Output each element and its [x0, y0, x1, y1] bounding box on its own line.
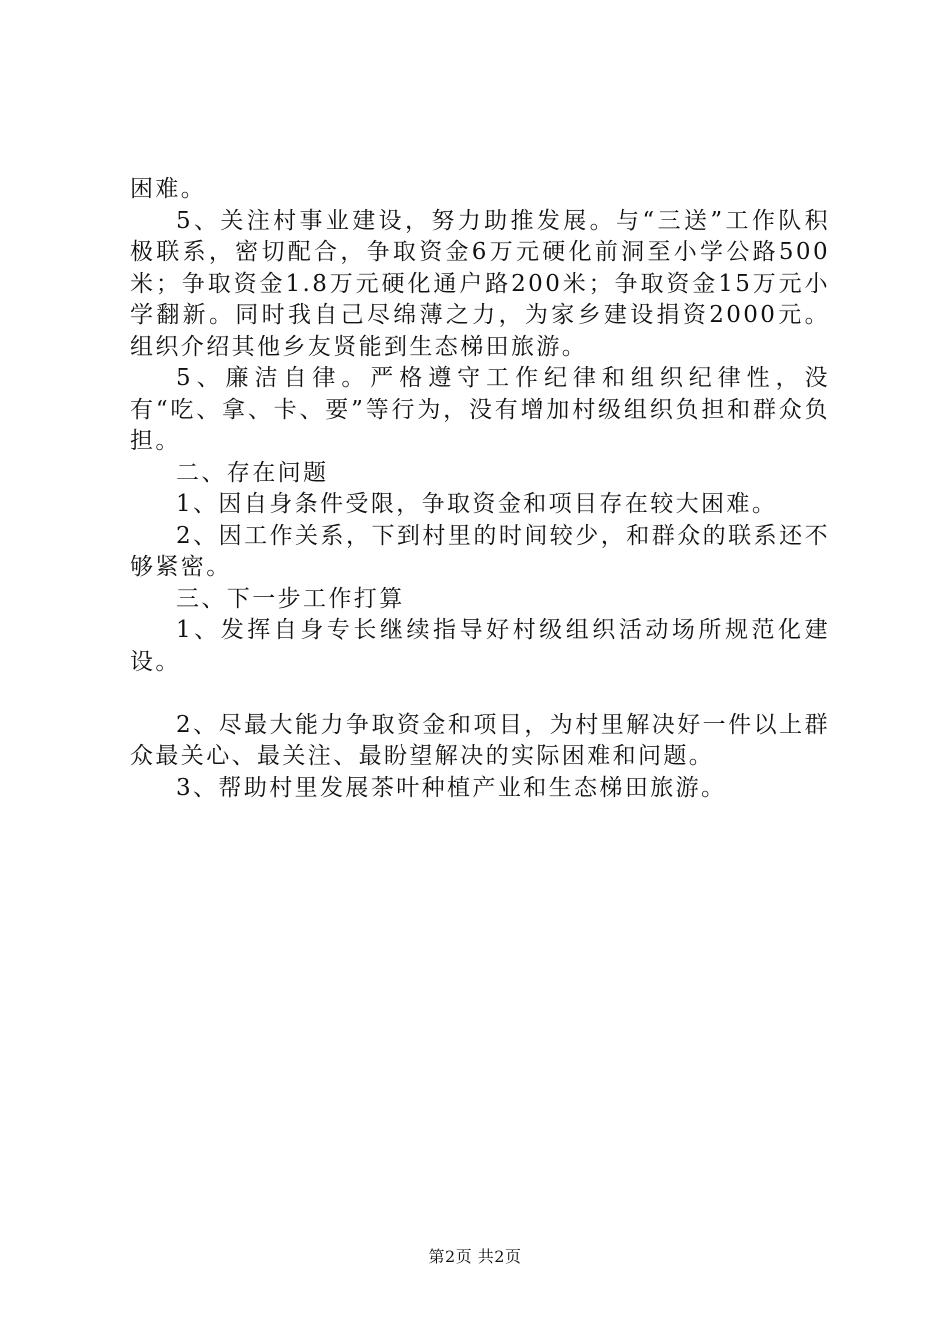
- paragraph-problem-1: 1、因自身条件受限，争取资金和项目存在较大困难。: [176, 491, 778, 517]
- paragraph-integrity: 5、廉洁自律。严格遵守工作纪律和组织纪律性，没有“吃、拿、卡、要”等行为，没有增加村级组织负担和群众负担。: [130, 365, 830, 454]
- document-body: [130, 174, 830, 804]
- paragraph-continuation: 困难。: [130, 176, 207, 202]
- heading-next-steps: 三、下一步工作打算: [176, 585, 405, 612]
- paragraph-village-development: 5、关注村事业建设，努力助推发展。与“三送”工作队积极联系，密切配合，争取资金6万元硬化前洞至小学公路500米；争取资金1.8万元硬化通户路200米；争取资金15万元小学翻新。同时我自己尽绵薄之力，为家乡建设捐资2000元。组织介绍其他乡友贤能到生态梯田旅游。: [130, 207, 830, 360]
- page-number-footer: 第2页 共2页: [428, 1247, 522, 1266]
- paragraph-plan-3: 3、帮助村里发展茶叶种植产业和生态梯田旅游。: [176, 774, 727, 801]
- paragraph-plan-1: 1、发挥自身专长继续指导好村级组织活动场所规范化建设。: [130, 617, 830, 675]
- paragraph-gap: [130, 678, 830, 710]
- paragraph-plan-2: 2、尽最大能力争取资金和项目，为村里解决好一件以上群众最关心、最关注、最盼望解决的实际困难和问题。: [130, 711, 830, 769]
- paragraph-problem-2: 2、因工作关系，下到村里的时间较少，和群众的联系还不够紧密。: [130, 522, 830, 580]
- heading-existing-problems: 二、存在问题: [176, 459, 329, 486]
